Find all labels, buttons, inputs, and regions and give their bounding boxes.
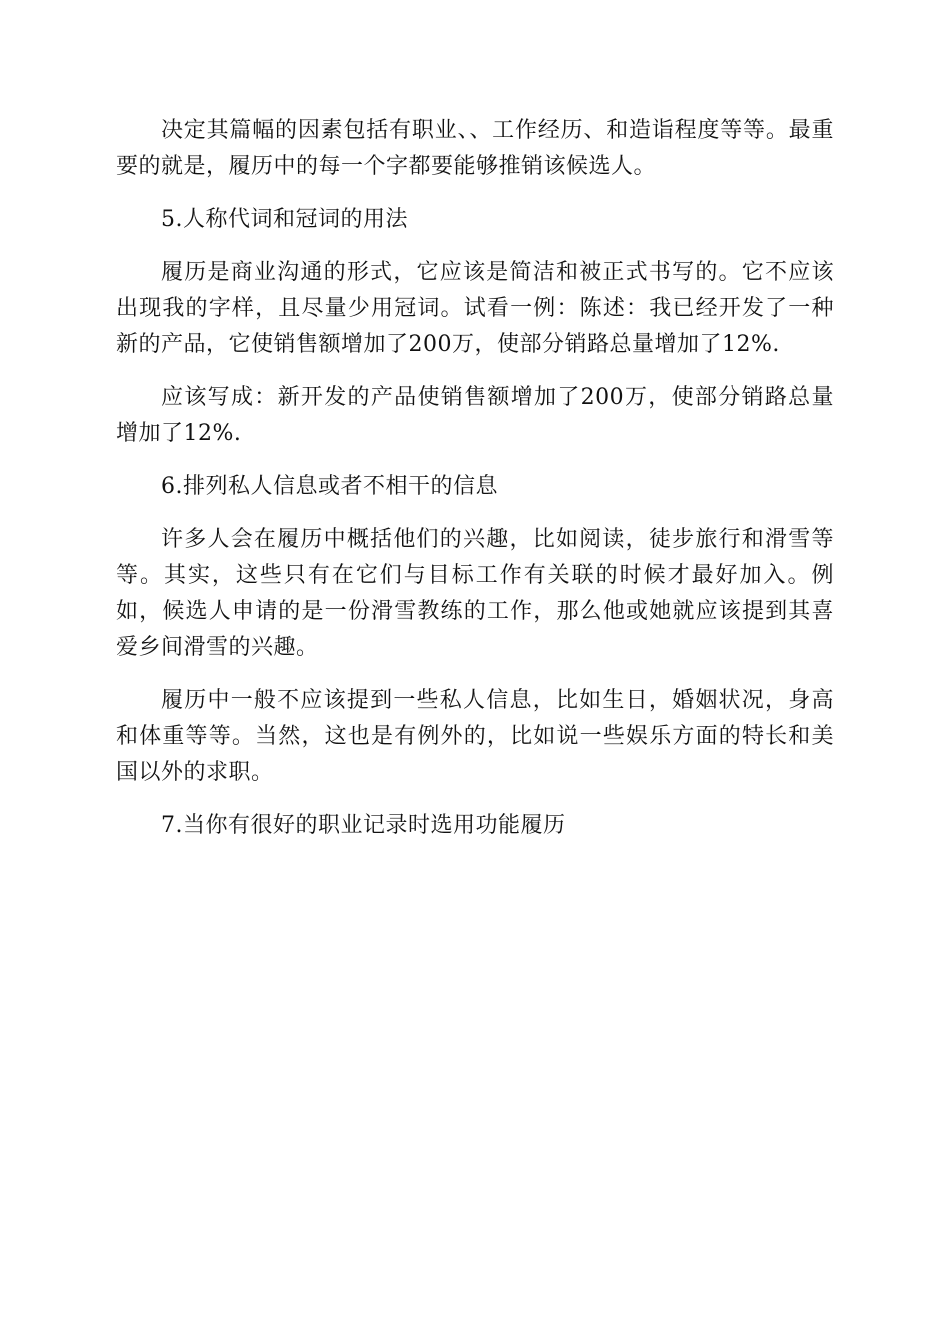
section-heading-5: 5.人称代词和冠词的用法 (161, 207, 408, 232)
paragraph-personal-info: 履历中一般不应该提到一些私人信息，比如生日，婚姻状况，身高和体重等等。当然，这也是有例外的，比如说一些娱乐方面的特长和美国以外的求职。 (116, 688, 834, 785)
section-heading-6: 6.排列私人信息或者不相干的信息 (161, 474, 498, 499)
document-body (116, 113, 834, 861)
paragraph-pronouns: 履历是商业沟通的形式，它应该是简洁和被正式书写的。它不应该出现我的字样，且尽量少用冠词。试看一例：陈述：我已经开发了一种新的产品，它使销售额增加了200万，使部分销路总量增加了12%. (116, 260, 834, 357)
section-heading-7: 7.当你有很好的职业记录时选用功能履历 (161, 813, 566, 838)
paragraph-length-factors: 决定其篇幅的因素包括有职业、、工作经历、和造诣程度等等。最重要的就是，履历中的每一个字都要能够推销该候选人。 (116, 118, 834, 179)
paragraph-interests: 许多人会在履历中概括他们的兴趣，比如阅读，徒步旅行和滑雪等等。其实，这些只有在它们与目标工作有关联的时候才最好加入。例如，候选人申请的是一份滑雪教练的工作，那么他或她就应该提到其喜爱乡间滑雪的兴趣。 (116, 527, 834, 660)
paragraph-rewrite-example: 应该写成：新开发的产品使销售额增加了200万，使部分销路总量增加了12%. (116, 385, 834, 446)
